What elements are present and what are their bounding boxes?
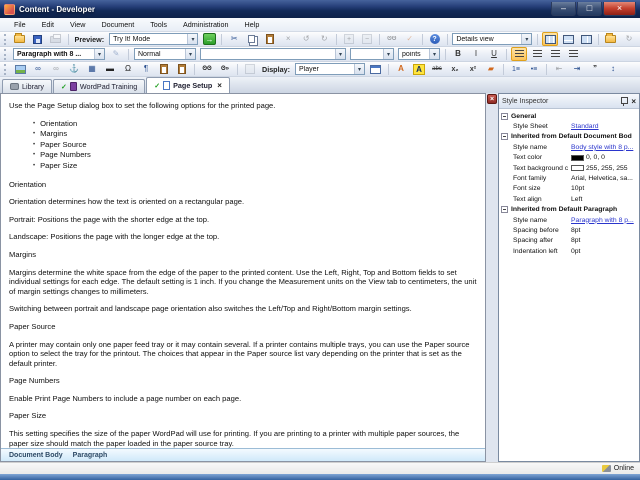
display-mode-select[interactable] <box>295 63 365 75</box>
menu-administration[interactable]: Administration <box>182 20 229 29</box>
online-status-icon <box>602 465 611 472</box>
toolbar-separator <box>537 34 538 45</box>
toolbar-separator <box>422 34 423 45</box>
page-icon <box>163 81 170 90</box>
toolbar-separator <box>68 34 69 45</box>
properties-folder-icon <box>605 35 616 43</box>
spell-check-button[interactable] <box>402 32 418 46</box>
blockquote-button[interactable] <box>587 62 603 76</box>
breadcrumb-document-body[interactable]: Document Body <box>9 451 63 459</box>
font-family-select[interactable] <box>200 48 346 60</box>
bold-button[interactable] <box>450 47 466 61</box>
tab-close-icon[interactable]: × <box>217 81 222 90</box>
properties-button[interactable] <box>603 32 619 46</box>
content-bullet-list <box>9 119 479 172</box>
zoom-in-button[interactable] <box>341 32 357 46</box>
pilcrow-icon: ¶ <box>143 64 149 73</box>
content-paragraph: Switching between portrait and landscape page orientation also switches the Left/Top and Right/Bottom margin settings. <box>9 304 412 314</box>
zoom-out-icon: − <box>362 34 372 44</box>
superscript-icon: x² <box>469 65 477 73</box>
property-value: Left <box>571 195 583 203</box>
display-label: Display: <box>262 64 290 74</box>
remove-link-button[interactable] <box>48 62 64 76</box>
paste-special-button[interactable] <box>156 62 172 76</box>
highlight-button[interactable] <box>411 62 427 76</box>
clear-format-button[interactable] <box>483 62 499 76</box>
delete-icon: × <box>285 34 291 43</box>
align-right-icon <box>551 50 560 58</box>
help-icon: ? <box>430 34 440 44</box>
property-name: Text color <box>513 154 543 162</box>
numbered-list-button[interactable] <box>508 62 524 76</box>
refresh-button[interactable] <box>621 32 637 46</box>
property-name: Style name <box>513 216 548 224</box>
outdent-icon: ⇤ <box>555 64 563 73</box>
chevron-down-icon: ▾ <box>429 49 439 59</box>
content-heading: Paper Size <box>9 411 47 421</box>
collapse-icon[interactable] <box>501 133 508 140</box>
omega-icon: Ω <box>125 64 131 73</box>
copy-button[interactable] <box>244 32 260 46</box>
chevron-down-icon: ▾ <box>335 49 345 59</box>
undo-button[interactable] <box>298 32 314 46</box>
menu-file[interactable]: File <box>14 20 26 29</box>
property-name: Font family <box>513 175 547 183</box>
window-preview-icon <box>370 65 381 74</box>
highlight-icon: A <box>413 64 425 75</box>
cut-icon: ✂ <box>230 34 238 43</box>
italic-button[interactable] <box>468 47 484 61</box>
content-heading: Orientation <box>9 179 47 189</box>
tab-page-setup[interactable] <box>146 77 230 93</box>
tab-wordpad-training-label: WordPad Training <box>79 82 138 91</box>
cut-button[interactable] <box>226 32 242 46</box>
copy-icon <box>248 35 255 43</box>
align-justify-icon <box>569 50 578 58</box>
split-vertical-button[interactable] <box>578 32 594 46</box>
menubar <box>0 18 640 32</box>
body-style-link[interactable]: Body style with 8 p... <box>571 143 634 151</box>
book-icon <box>70 82 77 91</box>
superscript-button[interactable] <box>465 62 481 76</box>
font-size-select[interactable] <box>350 48 394 60</box>
style-sheet-link[interactable]: Standard <box>571 123 599 131</box>
strikethrough-button[interactable] <box>429 62 445 76</box>
statusbar <box>0 462 640 474</box>
insert-image-button[interactable] <box>12 62 28 76</box>
paste-special-icon <box>160 64 168 74</box>
property-value: 255, 255, 255 <box>586 164 628 172</box>
units-value: points <box>402 50 421 58</box>
content-heading: Paper Source <box>9 321 56 331</box>
toolbar-separator <box>546 64 547 75</box>
paste-button[interactable] <box>262 32 278 46</box>
broken-link-icon: ∞ <box>53 64 59 73</box>
topic-body[interactable] <box>1 94 485 448</box>
list-style-select[interactable] <box>134 48 196 60</box>
zoom-out-button[interactable] <box>359 32 375 46</box>
open-button[interactable] <box>12 32 28 46</box>
line-spacing-button[interactable] <box>605 62 621 76</box>
toolbar-formatting <box>0 47 640 62</box>
style-breadcrumb <box>1 448 485 461</box>
start-preview-button[interactable] <box>201 32 217 46</box>
display-preview-button[interactable] <box>368 62 384 76</box>
split-view-icon <box>581 35 592 44</box>
preview-label: Preview: <box>74 34 105 44</box>
content-paragraph: Use the Page Setup dialog box to set the following options for the printed page. <box>9 101 276 110</box>
insert-symbol-button[interactable] <box>120 62 136 76</box>
property-name: Text background c <box>513 164 569 172</box>
content-paragraph: Portrait: Positions the page with the shorter edge at the top. <box>9 214 210 224</box>
panel-close-button[interactable]: × <box>487 94 497 104</box>
content-paragraph: Orientation determines how the text is oriented on a rectangular page. <box>9 197 245 207</box>
chevron-down-icon: ▾ <box>383 49 393 59</box>
toolbar-separator <box>506 49 507 60</box>
redo-icon: ↻ <box>320 34 328 43</box>
insert-link-button[interactable] <box>30 62 46 76</box>
source-view-button[interactable] <box>242 62 258 76</box>
topic-editor[interactable] <box>0 93 486 462</box>
property-name: Style name <box>513 143 548 151</box>
check-icon: ✓ <box>154 82 161 90</box>
app-icon <box>4 4 15 15</box>
bullet-list-button[interactable] <box>526 62 542 76</box>
tab-library-label: Library <box>22 82 44 91</box>
property-value: 0pt <box>571 247 581 255</box>
menu-document[interactable]: Document <box>101 20 135 29</box>
main-area <box>0 93 640 462</box>
indent-icon: ⇥ <box>573 64 581 73</box>
align-center-button[interactable] <box>529 47 545 61</box>
strikethrough-icon: abc <box>432 66 442 72</box>
content-paragraph: Enable Print Page Numbers to include a page number on each page. <box>9 393 242 403</box>
property-name: Font size <box>513 185 541 193</box>
subscript-button[interactable] <box>447 62 463 76</box>
list-style-value: Normal <box>138 50 161 58</box>
link-icon: ∞ <box>35 64 41 73</box>
property-row <box>499 153 639 163</box>
tab-library[interactable] <box>2 79 52 93</box>
delete-button[interactable] <box>280 32 296 46</box>
content-paragraph: Landscape: Positions the page with the longer edge at the top. <box>9 232 220 242</box>
tab-wordpad-training[interactable] <box>53 79 145 93</box>
indent-button[interactable] <box>569 62 585 76</box>
toolbar-separator <box>447 34 448 45</box>
format-painter-button[interactable] <box>108 47 124 61</box>
bold-icon: B <box>455 49 461 58</box>
print-button[interactable] <box>48 32 64 46</box>
eraser-icon: ▰ <box>487 64 495 73</box>
collapse-icon[interactable] <box>501 206 508 213</box>
property-row <box>499 121 639 131</box>
find-next-icon: ʘ» <box>220 66 229 72</box>
split-horizontal-button[interactable] <box>560 32 576 46</box>
toolbar-separator <box>237 64 238 75</box>
toolbar-separator <box>379 34 380 45</box>
close-button[interactable] <box>603 2 636 16</box>
image-icon <box>15 65 26 74</box>
toolbar-separator <box>388 64 389 75</box>
units-select[interactable] <box>398 48 440 60</box>
underline-button[interactable] <box>486 47 502 61</box>
open-folder-icon <box>14 35 25 43</box>
property-value: 8pt <box>571 226 581 234</box>
subscript-icon: x₂ <box>451 65 459 73</box>
breadcrumb-paragraph[interactable]: Paragraph <box>72 451 108 459</box>
panel-gutter <box>486 93 498 462</box>
save-button[interactable] <box>30 32 46 46</box>
preview-mode-select[interactable] <box>109 33 198 45</box>
toolbar-grip[interactable] <box>4 49 7 60</box>
bullet-item: • Orientation <box>33 119 479 130</box>
italic-icon: I <box>474 49 478 58</box>
content-paragraph: This setting specifies the size of the paper WordPad will use for printing. If you are printing to a printer with multiple paper sources, the paper size should match the paper loaded in the paper source tray. <box>9 429 460 448</box>
toolbar-separator <box>221 34 222 45</box>
save-icon <box>33 35 42 44</box>
document-tabbar <box>0 77 640 93</box>
close-icon: × <box>616 3 623 13</box>
insert-table-button[interactable] <box>84 62 100 76</box>
titlebar <box>0 0 640 18</box>
toolbar-standard <box>0 32 640 47</box>
anchor-icon: ⚓ <box>69 64 79 73</box>
paste-icon <box>266 34 274 44</box>
line-spacing-icon: ↕ <box>610 64 615 73</box>
numbered-list-icon: 1≡ <box>511 65 520 73</box>
content-paragraph: A printer may contain only one paper feed tray or it may contain several. If a printer contains multiple trays, you can use the Paper source option to select the tray for the printout. The choices that appear in the Paper source list vary depending on the printer that is set as the default printer. <box>9 339 470 368</box>
style-inspector-panel <box>498 93 640 462</box>
print-icon <box>50 36 61 43</box>
property-value: 8pt <box>571 237 581 245</box>
refresh-icon: ↻ <box>625 34 633 43</box>
align-justify-button[interactable] <box>565 47 581 61</box>
menu-edit[interactable]: Edit <box>41 20 54 29</box>
view-mode-select[interactable] <box>452 33 532 45</box>
find-button[interactable] <box>384 32 400 46</box>
maximize-icon: □ <box>586 3 593 13</box>
chevron-down-icon: ▾ <box>354 64 364 74</box>
property-row <box>499 142 639 152</box>
group-document-body-label: Inherited from Default Document Bod <box>511 133 632 141</box>
toolbar-separator <box>503 64 504 75</box>
property-row <box>499 236 639 246</box>
paste-text-icon <box>178 64 186 74</box>
menu-help[interactable]: Help <box>244 20 260 29</box>
property-name: Text align <box>513 195 542 203</box>
show-marks-button[interactable] <box>138 62 154 76</box>
group-general-label: General <box>511 112 537 120</box>
bullet-item: • Paper Source <box>33 140 479 151</box>
paragraph-style-link[interactable]: Paragraph with 8 p... <box>571 216 634 224</box>
spell-check-icon: ✓ <box>406 34 414 43</box>
font-color-button[interactable] <box>393 62 409 76</box>
bullet-list-icon: •≡ <box>530 65 538 73</box>
zoom-in-icon: + <box>344 34 354 44</box>
outdent-button[interactable] <box>551 62 567 76</box>
property-row <box>499 163 639 173</box>
collapse-icon[interactable] <box>501 113 508 120</box>
go-arrow-icon: → <box>203 33 216 45</box>
font-color-icon: A <box>398 64 404 73</box>
group-general[interactable] <box>499 111 639 121</box>
binoculars-icon: ʘʘ <box>387 36 397 42</box>
property-name: Spacing before <box>513 226 559 234</box>
property-row <box>499 173 639 183</box>
source-view-icon <box>245 64 255 74</box>
redo-button[interactable] <box>316 32 332 46</box>
paragraph-style-select[interactable] <box>13 48 105 60</box>
quote-icon: ” <box>592 64 597 73</box>
property-value: Arial, Helvetica, sa... <box>571 175 633 183</box>
style-inspector-title: Style Inspector <box>502 97 549 105</box>
bullet-item: • Page Numbers <box>33 150 479 161</box>
chevron-down-icon: ▾ <box>94 49 104 59</box>
view-mode-value: Details view <box>456 35 494 43</box>
property-name: Style Sheet <box>513 123 548 131</box>
horizontal-rule-icon: ▬ <box>106 64 114 73</box>
paragraph-style-value: Paragraph with 8 ... <box>17 50 82 58</box>
toolbar-separator <box>445 49 446 60</box>
property-row <box>499 215 639 225</box>
toolbar-grip[interactable] <box>4 64 7 75</box>
help-button[interactable] <box>427 32 443 46</box>
library-icon <box>10 83 19 90</box>
toolbar-separator <box>128 49 129 60</box>
binoculars-icon: ʘʘ <box>202 66 212 72</box>
minimize-icon: – <box>560 3 566 13</box>
property-value: 10pt <box>571 185 585 193</box>
toolbar-separator <box>336 34 337 45</box>
bullet-item: • Paper Size <box>33 161 479 172</box>
underline-icon: U <box>491 49 497 58</box>
group-document-body[interactable] <box>499 132 639 142</box>
toolbar-insert <box>0 62 640 77</box>
undo-icon: ↺ <box>302 34 310 43</box>
style-property-grid <box>499 109 639 256</box>
text-color-swatch <box>571 155 584 161</box>
format-painter-icon: ✎ <box>112 49 120 58</box>
toolbar-separator <box>194 64 195 75</box>
chevron-down-icon: ▾ <box>187 34 197 44</box>
property-row <box>499 246 639 256</box>
chevron-down-icon: ▾ <box>185 49 195 59</box>
property-name: Indentation left <box>513 247 558 255</box>
style-inspector-header <box>499 94 639 109</box>
align-right-button[interactable] <box>547 47 563 61</box>
property-row <box>499 194 639 204</box>
toolbar-separator <box>598 34 599 45</box>
table-icon: ▦ <box>88 64 96 73</box>
align-center-icon <box>533 50 542 58</box>
rows-view-icon <box>563 35 574 44</box>
content-paragraph: Margins determine the white space from the edge of the paper to the printed content. Use the Left, Right, Top and Bottom fields to set individual settings for each edge. The default setting is 1 inch. If you change the Measurement units on the View tab to centimeters, the unit of margin settings changes to millimeters. <box>9 267 477 296</box>
bullet-item: • Margins <box>33 129 479 140</box>
insert-anchor-button[interactable] <box>66 62 82 76</box>
online-status-label: Online <box>613 465 634 472</box>
chevron-down-icon: ▾ <box>521 34 531 44</box>
window-title: Content - Developer <box>19 4 96 14</box>
paste-text-button[interactable] <box>174 62 190 76</box>
property-value: 0, 0, 0 <box>586 154 605 162</box>
find-replace-button[interactable] <box>217 62 233 76</box>
window-bottom-border <box>0 474 640 480</box>
columns-view-icon <box>545 35 556 44</box>
group-default-paragraph-label: Inherited from Default Paragraph <box>511 206 618 214</box>
property-name: Spacing after <box>513 237 554 245</box>
inspector-close-icon[interactable]: × <box>631 96 636 106</box>
content-heading: Margins <box>9 249 37 259</box>
insert-rule-button[interactable] <box>102 62 118 76</box>
display-mode-value: Player <box>298 65 319 73</box>
maximize-button[interactable] <box>577 2 602 16</box>
details-view-button[interactable] <box>542 32 558 46</box>
find-text-button[interactable] <box>199 62 215 76</box>
align-left-icon <box>515 50 524 58</box>
text-background-swatch <box>571 165 584 171</box>
preview-mode-value: Try It! Mode <box>113 35 151 43</box>
menu-view[interactable]: View <box>69 20 86 29</box>
minimize-button[interactable] <box>551 2 576 16</box>
pin-icon[interactable] <box>620 97 627 106</box>
property-row <box>499 184 639 194</box>
group-default-paragraph[interactable] <box>499 205 639 215</box>
property-row <box>499 225 639 235</box>
check-icon: ✓ <box>60 83 67 91</box>
align-left-button[interactable] <box>511 47 527 61</box>
content-heading: Page Numbers <box>9 376 60 386</box>
menu-tools[interactable]: Tools <box>150 20 167 29</box>
toolbar-grip[interactable] <box>4 34 7 45</box>
tab-page-setup-label: Page Setup <box>173 81 213 90</box>
